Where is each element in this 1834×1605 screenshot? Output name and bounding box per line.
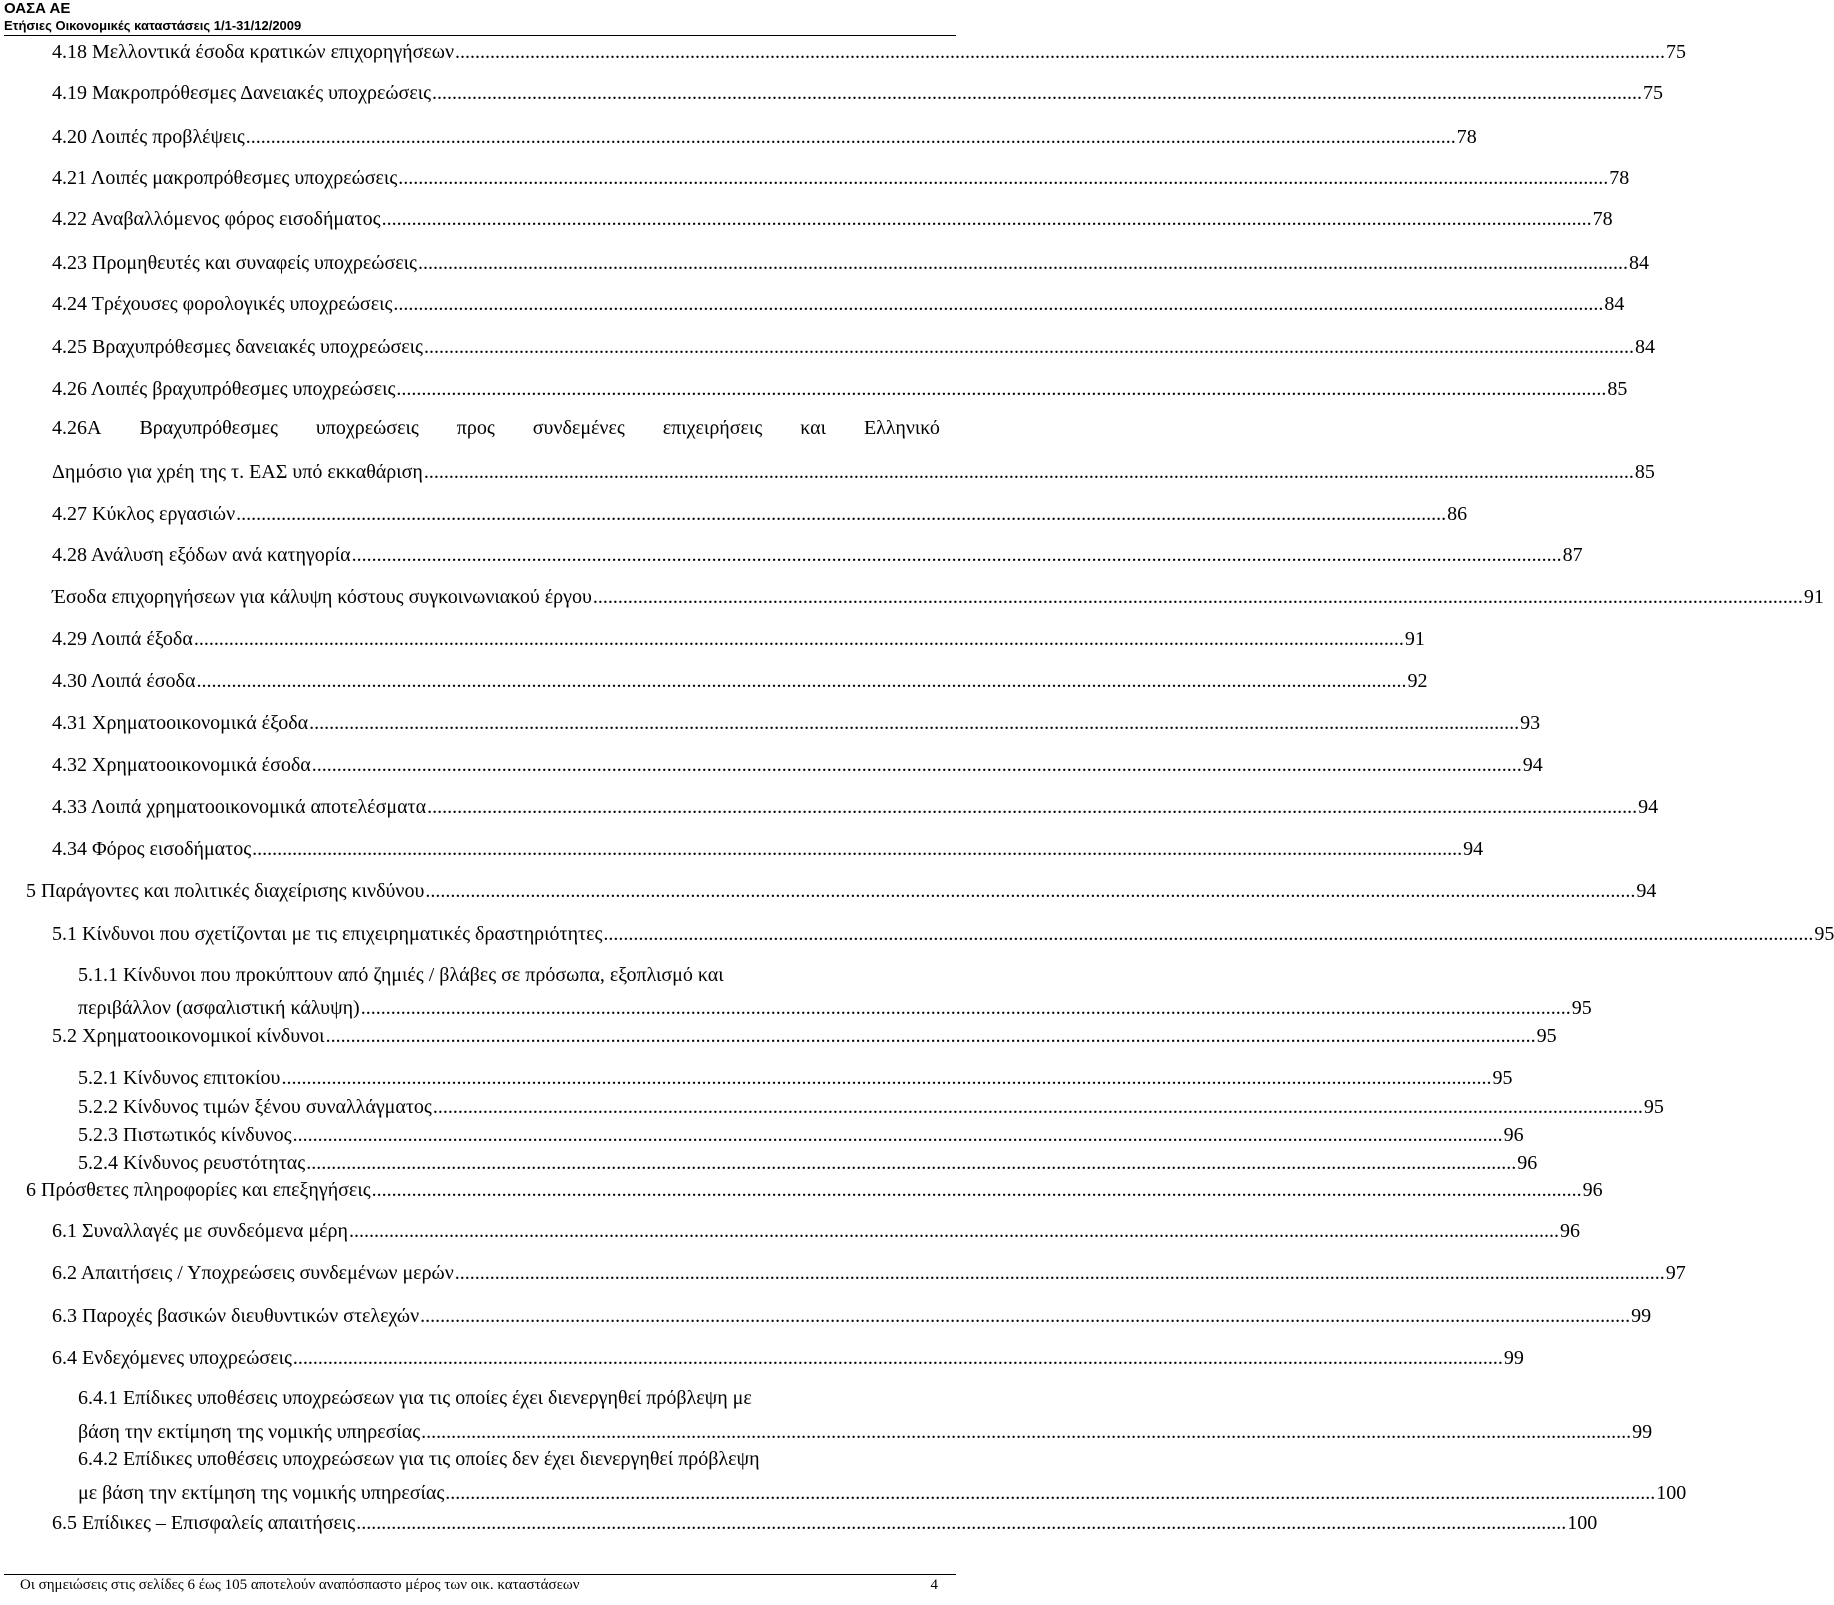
toc-entry-page: 93 <box>1520 712 1541 734</box>
toc-entry-line2 <box>52 458 1655 484</box>
toc-entry-label: 5.2 Χρηματοοικονομικοί κίνδυνοι <box>52 1025 325 1047</box>
toc-entry-label: 4.23 Προμηθευτές και συναφείς υποχρεώσεις <box>52 252 417 274</box>
toc-entry[interactable] <box>78 1093 1664 1119</box>
toc-entry-page: 92 <box>1407 670 1428 692</box>
toc-entry[interactable] <box>52 751 1543 777</box>
toc-entry-label: 6.5 Επίδικες – Επισφαλείς απαιτήσεις <box>52 1512 356 1534</box>
toc-entry[interactable] <box>52 500 1468 526</box>
toc-entry[interactable] <box>78 1064 1513 1090</box>
toc-leader-dots: .................................................................................................................................................................................................................................................. <box>454 1262 1665 1284</box>
toc-entry-continuation: περιβάλλον (ασφαλιστική κάλυψη) <box>78 997 360 1019</box>
toc-entry-label: Έσοδα επιχορηγήσεων για κάλυψη κόστους συγκοινωνιακού έργου <box>52 586 592 608</box>
toc-entry-label: 5.2.1 Κίνδυνος επιτοκίου <box>78 1067 281 1089</box>
toc-entry-label: 5.2.3 Πιστωτικός κίνδυνος <box>78 1124 292 1146</box>
toc-entry-label: 4.21 Λοιπές μακροπρόθεσμες υποχρεώσεις <box>52 167 398 189</box>
toc-leader-dots: .................................................................................................................................................................................................................................................. <box>292 1124 1503 1146</box>
toc-entry-label: 4.19 Μακροπρόθεσμες Δανειακές υποχρεώσεις <box>52 82 432 104</box>
toc-leader-dots: .................................................................................................................................................................................................................................................. <box>252 838 1463 860</box>
toc-entry-label: 4.30 Λοιπά έσοδα <box>52 670 196 692</box>
toc-entry[interactable] <box>52 164 1630 190</box>
toc-entry-line2 <box>78 1479 1687 1505</box>
toc-entry[interactable] <box>26 1176 1603 1202</box>
toc-entry-page: 95 <box>1814 923 1834 945</box>
toc-leader-dots: .................................................................................................................................................................................................................................................. <box>421 1421 1632 1443</box>
toc-entry[interactable] <box>52 1259 1686 1285</box>
toc-entry-page: 94 <box>1636 880 1657 902</box>
toc-entry-label: 5.2.2 Κίνδυνος τιμών ξένου συναλλάγματος <box>78 1096 432 1118</box>
toc-leader-dots: .................................................................................................................................................................................................................................................. <box>236 503 1447 525</box>
toc-entry[interactable] <box>52 123 1477 149</box>
toc-entry[interactable] <box>52 541 1583 567</box>
toc-leader-dots: .................................................................................................................................................................................................................................................. <box>432 1096 1643 1118</box>
toc-leader-dots: .................................................................................................................................................................................................................................................. <box>398 167 1609 189</box>
toc-entry-label: 5.2.4 Κίνδυνος ρευστότητας <box>78 1152 306 1174</box>
toc-entry[interactable] <box>52 1217 1580 1243</box>
toc-entry-label: 5 Παράγοντες και πολιτικές διαχείρισης κινδύνου <box>26 880 425 902</box>
toc-entry-page: 86 <box>1447 503 1468 525</box>
toc-entry-label: 6.4.2 Επίδικες υποθέσεις υποχρεώσεων για τις οποίες δεν έχει διενεργηθεί πρόβλεψη <box>78 1448 760 1470</box>
toc-entry-label: 4.29 Λοιπά έξοδα <box>52 628 193 650</box>
toc-entry[interactable] <box>52 79 1664 105</box>
toc-entry[interactable] <box>52 625 1425 651</box>
toc-leader-dots: .................................................................................................................................................................................................................................................. <box>356 1512 1567 1534</box>
toc-entry-word: προς <box>456 417 495 439</box>
toc-entry-page: 99 <box>1631 1305 1652 1327</box>
toc-entry-word: συνδεμένες <box>532 417 625 439</box>
toc-entry-continuation: βάση την εκτίμηση της νομικής υπηρεσίας <box>78 1421 421 1443</box>
toc-entry[interactable] <box>78 1149 1538 1175</box>
toc-entry-line2 <box>78 1418 1653 1444</box>
header-divider <box>4 35 956 36</box>
toc-leader-dots: .................................................................................................................................................................................................................................................. <box>455 41 1666 63</box>
toc-entry-page: 91 <box>1404 628 1425 650</box>
toc-entry-label: 6.3 Παροχές βασικών διευθυντικών στελεχών <box>52 1305 420 1327</box>
toc-entry-page: 100 <box>1567 1512 1598 1534</box>
toc-entry-label: 4.27 Κύκλος εργασιών <box>52 503 236 525</box>
toc-entry-label: 5.1.1 Κίνδυνοι που προκύπτουν από ζημιές / βλάβες σε πρόσωπα, εξοπλισμό και <box>78 964 724 986</box>
toc-entry[interactable] <box>52 793 1659 819</box>
header-org: ΟΑΣΑ ΑΕ <box>4 0 71 17</box>
toc-entry-label: 4.26 Λοιπές βραχυπρόθεσμες υποχρεώσεις <box>52 378 396 400</box>
toc-leader-dots: .................................................................................................................................................................................................................................................. <box>381 208 1592 230</box>
toc-entry-page: 94 <box>1463 838 1484 860</box>
footer-note: Οι σημειώσεις στις σελίδες 6 έως 105 αποτελούν αναπόσπαστο μέρος των οικ. καταστάσεων <box>20 1577 580 1593</box>
toc-entry-word: και <box>800 417 826 439</box>
toc-leader-dots: .................................................................................................................................................................................................................................................. <box>292 1347 1503 1369</box>
toc-entry-page: 78 <box>1592 208 1613 230</box>
toc-entry-page: 87 <box>1562 544 1583 566</box>
toc-entry-page: 96 <box>1503 1124 1524 1146</box>
toc-entry-word: επιχειρήσεις <box>662 417 763 439</box>
toc-entry-label: 4.25 Βραχυπρόθεσμες δανειακές υποχρεώσεις <box>52 336 423 358</box>
toc-leader-dots: .................................................................................................................................................................................................................................................. <box>420 1305 1631 1327</box>
toc-entry-page: 96 <box>1582 1179 1603 1201</box>
toc-entry[interactable] <box>52 1302 1652 1328</box>
toc-entry-page: 85 <box>1607 378 1628 400</box>
header-subtitle: Ετήσιες Οικονομικές καταστάσεις 1/1-31/12/2009 <box>4 18 302 33</box>
toc-entry-label: 6.1 Συναλλαγές με συνδεόμενα μέρη <box>52 1220 348 1242</box>
toc-entry-continuation: με βάση την εκτίμηση της νομικής υπηρεσίας <box>78 1482 445 1504</box>
toc-entry[interactable] <box>52 1509 1598 1535</box>
toc-leader-dots: .................................................................................................................................................................................................................................................. <box>396 378 1607 400</box>
toc-entry[interactable] <box>52 375 1628 401</box>
toc-entry-label: 4.33 Λοιπά χρηματοοικονομικά αποτελέσματα <box>52 796 427 818</box>
toc-entry-label: 4.24 Τρέχουσες φορολογικές υποχρεώσεις <box>52 293 393 315</box>
footer-page-number: 4 <box>930 1577 938 1593</box>
toc-entry-label: 6 Πρόσθετες πληροφορίες και επεξηγήσεις <box>26 1179 371 1201</box>
toc-entry-page: 75 <box>1666 41 1687 63</box>
toc-entry-page: 97 <box>1665 1262 1686 1284</box>
toc-leader-dots: .................................................................................................................................................................................................................................................. <box>196 670 1407 692</box>
toc-entry-page: 78 <box>1609 167 1630 189</box>
toc-entry[interactable] <box>52 920 1834 946</box>
toc-entry-label: 4.32 Χρηματοοικονομικά έσοδα <box>52 754 311 776</box>
toc-entry[interactable] <box>52 1022 1557 1048</box>
toc-entry-page: 95 <box>1492 1067 1513 1089</box>
toc-leader-dots: .................................................................................................................................................................................................................................................. <box>393 293 1604 315</box>
toc-leader-dots: .................................................................................................................................................................................................................................................. <box>592 586 1803 608</box>
toc-leader-dots: .................................................................................................................................................................................................................................................. <box>348 1220 1559 1242</box>
toc-entry-label: 5.1 Κίνδυνοι που σχετίζονται με τις επιχειρηματικές δραστηριότητες <box>52 923 603 945</box>
toc-leader-dots: .................................................................................................................................................................................................................................................. <box>371 1179 1582 1201</box>
toc-entry-page: 99 <box>1503 1347 1524 1369</box>
toc-entry-page: 84 <box>1628 252 1649 274</box>
toc-entry-continuation: Δημόσιο για χρέη της τ. ΕΑΣ υπό εκκαθάριση <box>52 461 423 483</box>
toc-entry-page: 96 <box>1517 1152 1538 1174</box>
toc-entry-page: 94 <box>1522 754 1543 776</box>
toc-entry[interactable] <box>52 249 1649 275</box>
toc-entry-label: 4.28 Ανάλυση εξόδων ανά κατηγορία <box>52 544 351 566</box>
toc-leader-dots: .................................................................................................................................................................................................................................................. <box>325 1025 1536 1047</box>
toc-leader-dots: .................................................................................................................................................................................................................................................. <box>360 997 1571 1019</box>
toc-leader-dots: .................................................................................................................................................................................................................................................. <box>603 923 1814 945</box>
toc-leader-dots: .................................................................................................................................................................................................................................................. <box>427 796 1638 818</box>
toc-entry-page: 95 <box>1571 997 1592 1019</box>
toc-entry-page: 75 <box>1643 82 1664 104</box>
toc-leader-dots: .................................................................................................................................................................................................................................................. <box>432 82 1643 104</box>
toc-entry-label: 6.4 Ενδεχόμενες υποχρεώσεις <box>52 1347 292 1369</box>
toc-entry[interactable] <box>52 667 1428 693</box>
toc-entry-page: 95 <box>1536 1025 1557 1047</box>
toc-entry-page: 91 <box>1803 586 1824 608</box>
toc-entry[interactable] <box>26 877 1657 903</box>
page-footer <box>20 1577 938 1594</box>
toc-entry-word: Ελληνικό <box>863 417 940 439</box>
toc-entry-label: 6.4.1 Επίδικες υποθέσεις υποχρεώσεων για τις οποίες έχει διενεργηθεί πρόβλεψη με <box>78 1387 752 1409</box>
toc-leader-dots: .................................................................................................................................................................................................................................................. <box>309 712 1520 734</box>
toc-leader-dots: .................................................................................................................................................................................................................................................. <box>423 461 1634 483</box>
toc-entry-page: 96 <box>1559 1220 1580 1242</box>
toc-leader-dots: .................................................................................................................................................................................................................................................. <box>417 252 1628 274</box>
toc-entry-page: 95 <box>1643 1096 1664 1118</box>
toc-entry-label: 4.34 Φόρος εισοδήματος <box>52 838 252 860</box>
toc-leader-dots: .................................................................................................................................................................................................................................................. <box>351 544 1562 566</box>
toc-entry-label: 4.20 Λοιπές προβλέψεις <box>52 126 245 148</box>
toc-leader-dots: .................................................................................................................................................................................................................................................. <box>193 628 1404 650</box>
toc-leader-dots: .................................................................................................................................................................................................................................................. <box>281 1067 1492 1089</box>
toc-entry[interactable] <box>52 1344 1524 1370</box>
toc-entry-page: 78 <box>1456 126 1477 148</box>
toc-entry-word: υποχρεώσεις <box>315 417 419 439</box>
toc-entry[interactable] <box>78 1121 1524 1147</box>
toc-entry-label: 4.31 Χρηματοοικονομικά έξοδα <box>52 712 309 734</box>
toc-entry-page: 99 <box>1632 1421 1653 1443</box>
toc-entry[interactable] <box>52 583 1824 609</box>
toc-entry-label: 4.22 Αναβαλλόμενος φόρος εισοδήματος <box>52 208 381 230</box>
toc-entry[interactable] <box>52 835 1484 861</box>
toc-leader-dots: .................................................................................................................................................................................................................................................. <box>306 1152 1517 1174</box>
page-header <box>4 0 301 34</box>
toc-entry-line1 <box>52 417 940 440</box>
toc-leader-dots: .................................................................................................................................................................................................................................................. <box>423 336 1634 358</box>
toc-entry-page: 85 <box>1634 461 1655 483</box>
toc-entry[interactable] <box>52 205 1613 231</box>
toc-entry-line2 <box>78 994 1592 1020</box>
toc-entry-label: 6.2 Απαιτήσεις / Υποχρεώσεις συνδεμένων μερών <box>52 1262 454 1284</box>
toc-entry[interactable] <box>52 333 1655 359</box>
toc-entry-page: 100 <box>1656 1482 1687 1504</box>
toc-entry-page: 84 <box>1634 336 1655 358</box>
toc-leader-dots: .................................................................................................................................................................................................................................................. <box>245 126 1456 148</box>
toc-entry-label: 4.18 Μελλοντικά έσοδα κρατικών επιχορηγήσεων <box>52 41 455 63</box>
toc-entry-label: 4.26Α <box>52 417 102 439</box>
toc-entry-word: Βραχυπρόθεσμες <box>139 417 278 439</box>
toc-leader-dots: .................................................................................................................................................................................................................................................. <box>425 880 1636 902</box>
toc-entry-page: 84 <box>1604 293 1625 315</box>
toc-leader-dots: .................................................................................................................................................................................................................................................. <box>311 754 1522 776</box>
toc-leader-dots: .................................................................................................................................................................................................................................................. <box>445 1482 1656 1504</box>
toc-entry[interactable] <box>52 709 1541 735</box>
toc-entry[interactable] <box>52 38 1687 64</box>
toc-entry-page: 94 <box>1638 796 1659 818</box>
toc-entry[interactable] <box>52 290 1625 316</box>
footer-divider <box>4 1574 956 1575</box>
